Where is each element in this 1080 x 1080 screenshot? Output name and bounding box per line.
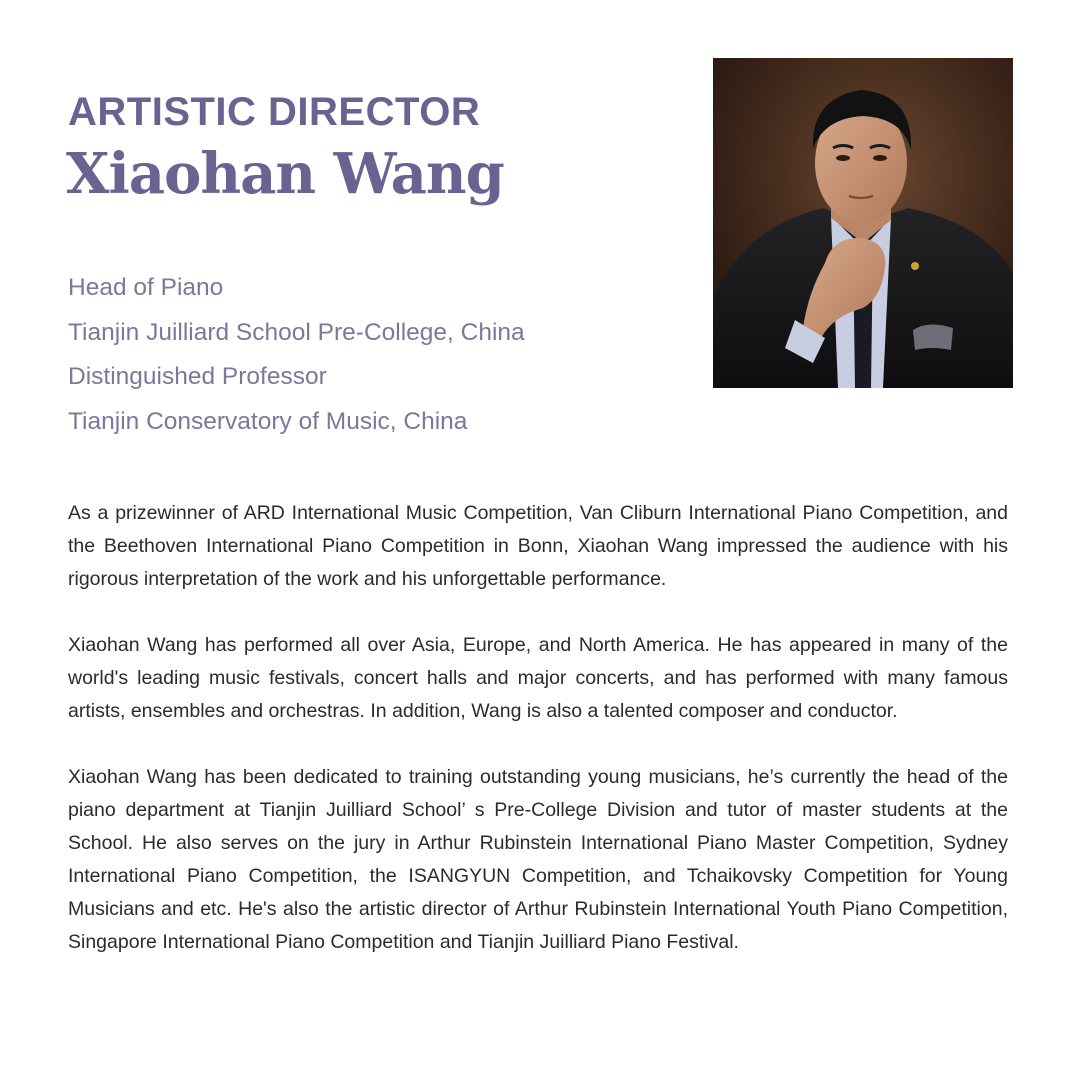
bio-paragraph: Xiaohan Wang has performed all over Asia, Europe, and North America. He has appeared in many of the world's leading music festivals, concert halls and major concerts, and has performed with many famous artists, ensembles and orchestras. In addition, Wang is also a talented composer and conductor. — [68, 634, 1008, 722]
role-title: ARTISTIC DIRECTOR — [68, 90, 481, 134]
position-line: Tianjin Juilliard School Pre-College, China — [68, 318, 525, 346]
positions-list — [68, 266, 525, 444]
eye-right — [873, 155, 887, 161]
person-name: Xiaohan Wang — [66, 141, 504, 207]
bio-paragraph: As a prizewinner of ARD International Music Competition, Van Cliburn International Piano Competition, and the Beethoven International Piano Competition in Bonn, Xiaohan Wang impressed the audience with his rigorous interpretation of the work and his unforgettable performance. — [68, 502, 1008, 590]
position-line: Tianjin Conservatory of Music, China — [68, 407, 468, 435]
pocket-square — [913, 324, 953, 350]
portrait-photo — [713, 58, 1013, 388]
position-line: Head of Piano — [68, 274, 224, 301]
bio-paragraph: Xiaohan Wang has been dedicated to training outstanding young musicians, he’s currently the head of the piano department at Tianjin Juilliard School’ s Pre-College Division and tutor of master students at the School. He also serves on the jury in Arthur Rubinstein International Piano Master Competition, Sydney International Piano Competition, the ISANGYUN Competition, and Tchaikovsky Competition for Young Musicians and etc. He's also the artistic director of Arthur Rubinstein International Youth Piano Competition, Singapore International Piano Competition and Tianjin Juilliard Piano Festival. — [68, 766, 1008, 953]
lapel-pin — [911, 262, 919, 270]
eye-left — [836, 155, 850, 161]
position-line: Distinguished Professor — [68, 363, 327, 390]
biography — [68, 497, 1008, 992]
